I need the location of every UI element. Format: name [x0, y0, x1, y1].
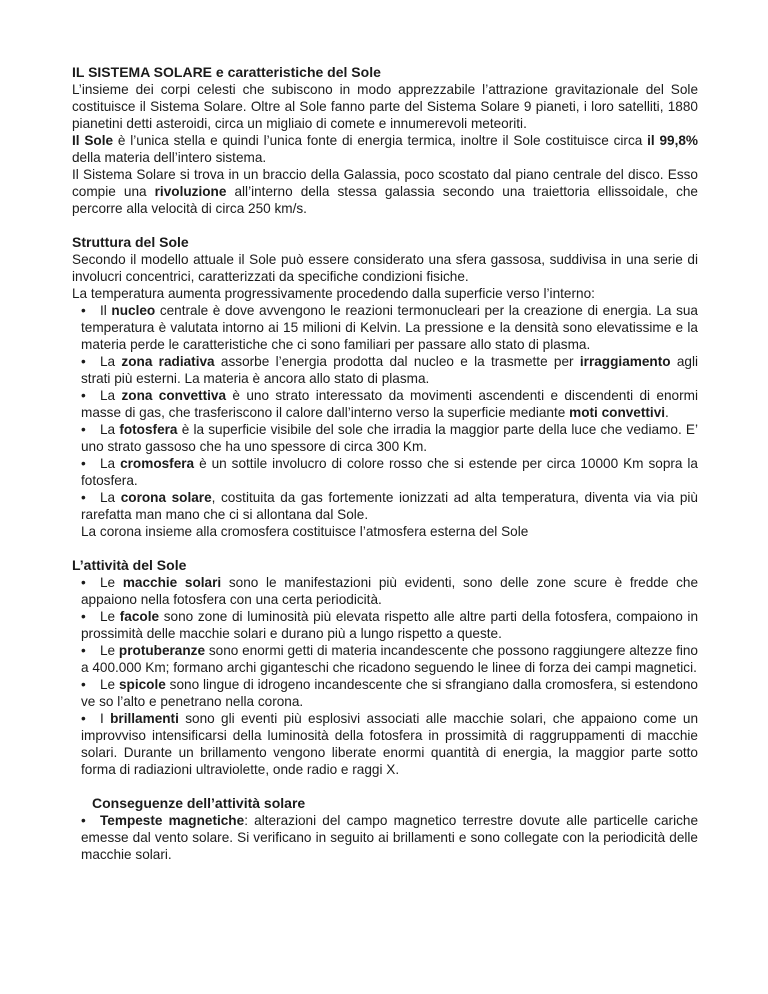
- bullet-icon: •: [81, 813, 86, 828]
- section-heading: [72, 234, 698, 251]
- bullet-icon: •: [81, 575, 86, 590]
- text-run: è un sottile involucro di colore rosso che si estende per circa 10000 Km sopra la fotosfera.: [81, 456, 698, 488]
- bold-text-run: il 99,8%: [647, 133, 699, 148]
- text-run: La: [100, 422, 120, 437]
- document-title: [72, 64, 698, 81]
- bold-text-run: nucleo: [111, 303, 156, 318]
- bold-text-run: IL SISTEMA SOLARE e caratteristiche del Sole: [72, 64, 381, 80]
- text-run: : alterazioni del campo magnetico terrestre dovute alle particelle cariche emesse dal vento solare. Si verificano in seguito ai brillamenti e sono collegate con la periodicità delle macchie solari.: [81, 813, 699, 862]
- text-run: è l’unica stella e quindi l’unica fonte di energia termica, inoltre il Sole costituisce circa: [113, 133, 648, 148]
- text-run: all’interno della stessa galassia secondo una traiettoria ellissoidale, che percorre alla velocità di circa 250 km/s.: [72, 184, 698, 216]
- text-run: Il Sistema Solare si trova in un braccio della Galassia, poco scostato dal piano centrale del disco. Esso compie una: [72, 167, 698, 199]
- text-run: sono lingue di idrogeno incandescente che si sfrangiano dalla cromosfera, si estendono ve so l’alto e penetrano nella corona.: [81, 677, 698, 709]
- text-run: Le: [100, 643, 119, 658]
- bold-text-run: Tempeste magnetiche: [100, 813, 245, 828]
- list-item: [81, 302, 698, 353]
- list-item: [81, 812, 698, 863]
- paragraph: [72, 285, 698, 302]
- bold-text-run: Struttura del Sole: [72, 234, 189, 250]
- bold-text-run: Il Sole: [72, 133, 114, 148]
- paragraph: [72, 166, 698, 217]
- text-run: sono enormi getti di materia incandescente che possono raggiungere altezze fino a 400.000 Km; formano archi giganteschi che ricadono seguendo le linee di forza dei campi magnetici.: [81, 643, 698, 675]
- paragraph: [72, 251, 698, 285]
- bullet-icon: •: [81, 609, 86, 624]
- text-run: sono le manifestazioni più evidenti, sono delle zone scure è fredde che appaiono nella fotosfera con una certa periodicità.: [81, 575, 699, 607]
- text-run: Il: [100, 303, 112, 318]
- text-run: agli strati più esterni. La materia è ancora allo stato di plasma.: [81, 354, 699, 386]
- list-item: [81, 574, 698, 608]
- list-item: [81, 642, 698, 676]
- text-run: è la superficie visibile del sole che irradia la maggior parte della luce che vediamo. E’ uno strato gassoso che ha uno spessore di circa 300 Km.: [81, 422, 698, 454]
- list-item: [81, 676, 698, 710]
- bullet-icon: •: [81, 303, 86, 318]
- section-heading: [72, 557, 698, 574]
- text-run: .: [665, 405, 669, 420]
- bold-text-run: zona convettiva: [121, 388, 227, 403]
- bullet-list: [72, 574, 698, 778]
- bullet-icon: •: [81, 354, 86, 369]
- text-run: è uno strato interessato da movimenti ascendenti e discendenti di enormi masse di gas, che trasferiscono il calore dall’interno verso la superficie mediante: [81, 388, 698, 420]
- list-item: [81, 710, 698, 778]
- bold-text-run: brillamenti: [110, 711, 179, 726]
- document-body: [72, 64, 698, 863]
- bullet-icon: •: [81, 711, 86, 726]
- text-run: La: [100, 490, 121, 505]
- text-run: centrale è dove avvengono le reazioni termonucleari per la creazione di energia. La sua temperatura è valutata intorno ai 15 milioni di Kelvin. La pressione e la densità sono elevatissime e la materia perde le caratteristiche che ci sono familiari per passare allo stato di plasma.: [81, 303, 698, 352]
- bullet-icon: •: [81, 388, 86, 403]
- bullet-icon: •: [81, 677, 86, 692]
- bold-text-run: rivoluzione: [154, 184, 227, 199]
- bold-text-run: macchie solari: [122, 575, 222, 590]
- bold-text-run: Conseguenze dell’attività solare: [92, 795, 306, 811]
- text-run: La corona insieme alla cromosfera costituisce l’atmosfera esterna del Sole: [81, 524, 529, 539]
- text-run: , costituita da gas fortemente ionizzati ad alta temperatura, diventa via via più rarefatta man mano che ci si allontana dal Sole.: [81, 490, 698, 522]
- list-item: [81, 421, 698, 455]
- bold-text-run: L’attività del Sole: [72, 557, 187, 573]
- list-item: [81, 353, 698, 387]
- bold-text-run: fotosfera: [119, 422, 178, 437]
- bold-text-run: protuberanze: [118, 643, 206, 658]
- text-run: La: [100, 388, 122, 403]
- bold-text-run: zona radiativa: [121, 354, 215, 369]
- bullet-icon: •: [81, 643, 86, 658]
- section-heading: [92, 795, 698, 812]
- text-run: assorbe l’energia prodotta dal nucleo e la trasmette per: [214, 354, 580, 369]
- list-item: [81, 608, 698, 642]
- bullet-list: [72, 812, 698, 863]
- text-run: sono gli eventi più esplosivi associati alle macchie solari, che appaiono come un improvviso intensificarsi della luminosità della fotosfera in prossimità di raggruppamenti di macchie solari. Durante un brillamento vengono liberate enormi quantità di energia, la maggior parte sotto forma di radiazioni ultraviolette, onde radio e raggi X.: [81, 711, 698, 777]
- text-run: sono zone di luminosità più elevata rispetto alle altre parti della fotosfera, compaiono in prossimità delle macchie solari e durano più a lungo rispetto a queste.: [81, 609, 698, 641]
- bold-text-run: facole: [119, 609, 160, 624]
- bold-text-run: moti convettivi: [569, 405, 666, 420]
- text-run: L’insieme dei corpi celesti che subiscono in modo apprezzabile l’attrazione gravitazionale del Sole costituisce il Sistema Solare. Oltre al Sole fanno parte del Sistema Solare 9 pianeti, i loro satelliti, 1880 pianetini detti asteroidi, circa un migliaio di comete e innumerevoli meteoriti.: [72, 82, 698, 131]
- text-run: La: [100, 354, 122, 369]
- list-item: [81, 455, 698, 489]
- text-run: Le: [100, 575, 123, 590]
- bold-text-run: corona solare: [120, 490, 212, 505]
- bold-text-run: cromosfera: [120, 456, 195, 471]
- paragraph: [72, 81, 698, 132]
- text-run: Le: [100, 677, 119, 692]
- text-run: La: [100, 456, 121, 471]
- text-run: I: [100, 711, 111, 726]
- bold-text-run: spicole: [118, 677, 166, 692]
- list-item: [81, 387, 698, 421]
- text-run: Le: [100, 609, 120, 624]
- text-run: La temperatura aumenta progressivamente procedendo dalla superficie verso l’interno:: [72, 286, 595, 301]
- bullet-icon: •: [81, 456, 86, 471]
- list-item: [81, 489, 698, 540]
- text-run: Secondo il modello attuale il Sole può essere considerato una sfera gassosa, suddivisa in una serie di involucri concentrici, caratterizzati da specifiche condizioni fisiche.: [72, 252, 698, 284]
- bullet-icon: •: [81, 422, 86, 437]
- bullet-icon: •: [81, 490, 86, 505]
- bullet-list: [72, 302, 698, 540]
- bold-text-run: irraggiamento: [579, 354, 671, 369]
- paragraph: [72, 132, 698, 166]
- text-run: della materia dell’intero sistema.: [72, 150, 267, 165]
